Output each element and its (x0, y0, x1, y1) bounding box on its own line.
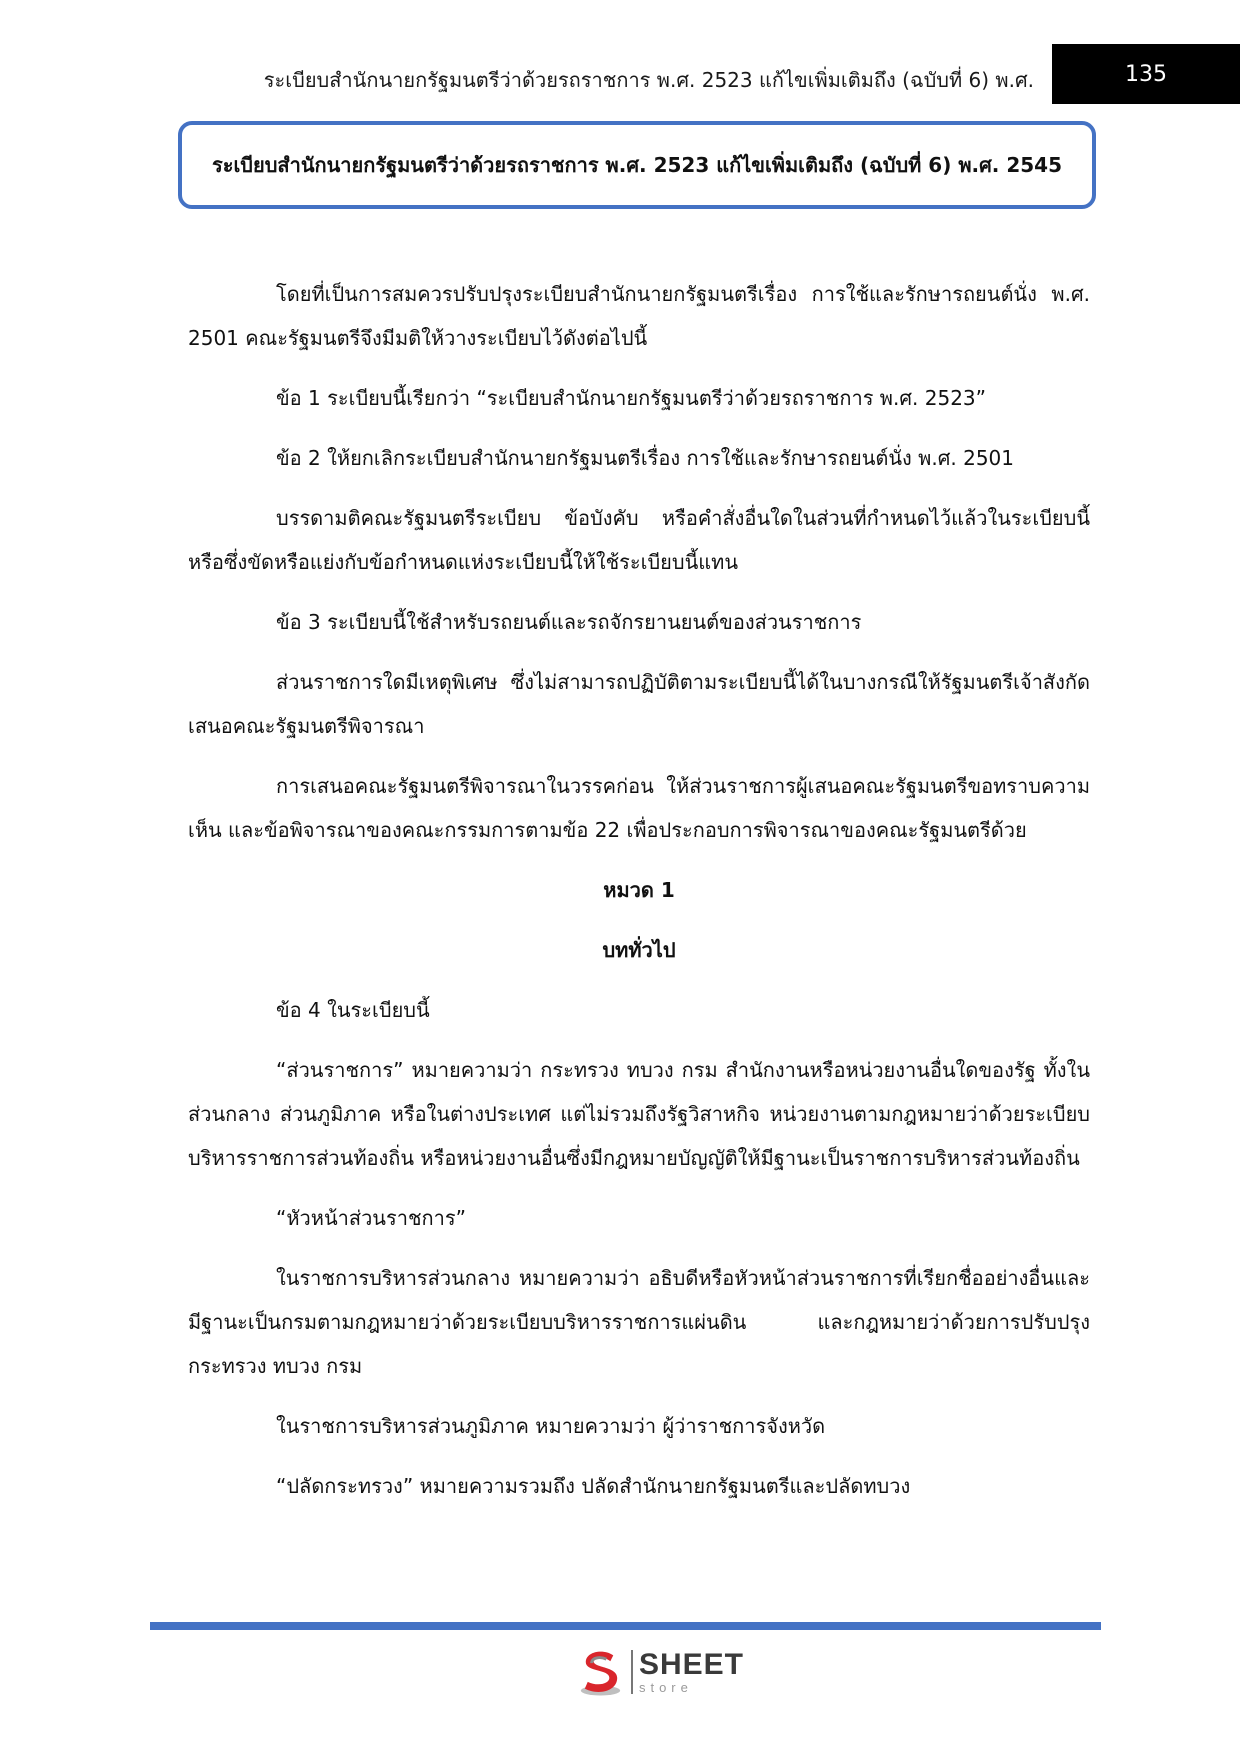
page-number: 135 (1052, 44, 1240, 104)
definition-regional-administration: ในราชการบริหารส่วนภูมิภาค หมายความว่า ผู้ว่าราชการจังหวัด (276, 1414, 826, 1438)
running-header: ระเบียบสำนักนายกรัฐมนตรีว่าด้วยรถราชการ พ.ศ. 2523 แก้ไขเพิ่มเติมถึง (ฉบับที่ 6) พ.ศ. (263, 68, 1034, 92)
s-logo-icon (574, 1645, 627, 1699)
chapter-title: บททั่วไป (602, 938, 676, 962)
logo-word: SHEET (638, 1648, 744, 1681)
paragraph-preamble: โดยที่เป็นการสมควรปรับปรุงระเบียบสำนักนายกรัฐมนตรีเรื่อง การใช้และรักษารถยนต์นั่ง พ.ศ. 2501 คณะรัฐมนตรีจึงมีมติให้วางระเบียบไว้ดังต่อไปนี้ (188, 282, 1090, 350)
logo-text (639, 1650, 744, 1694)
paragraph-clause-3: ข้อ 3 ระเบียบนี้ใช้สำหรับรถยนต์และรถจักรยานยนต์ของส่วนราชการ (276, 610, 862, 634)
definition-permanent-secretary: “ปลัดกระทรวง” หมายความรวมถึง ปลัดสำนักนายกรัฐมนตรีและปลัดทบวง (276, 1474, 911, 1498)
definition-head-of-agency: “หัวหน้าส่วนราชการ” (276, 1206, 466, 1230)
paragraph-clause-1: ข้อ 1 ระเบียบนี้เรียกว่า “ระเบียบสำนักนายกรัฐมนตรีว่าด้วยรถราชการ พ.ศ. 2523” (276, 386, 986, 410)
chapter-heading: หมวด 1 (603, 878, 675, 902)
logo-divider (631, 1650, 633, 1694)
paragraph-clause-3-proposal: การเสนอคณะรัฐมนตรีพิจารณาในวรรคก่อน ให้ส่วนราชการผู้เสนอคณะรัฐมนตรีขอทราบความเห็น และข้อพิจารณาของคณะกรรมการตามข้อ 22 เพื่อประกอบการพิจารณาของคณะรัฐมนตรีด้วย (188, 774, 1090, 842)
paragraph-clause-2: ข้อ 2 ให้ยกเลิกระเบียบสำนักนายกรัฐมนตรีเรื่อง การใช้และรักษารถยนต์นั่ง พ.ศ. 2501 (276, 446, 1015, 470)
paragraph-clause-2-repeal: บรรดามติคณะรัฐมนตรีระเบียบ ข้อบังคับ หรือคำสั่งอื่นใดในส่วนที่กำหนดไว้แล้วในระเบียบนี้ หรือซึ่งขัดหรือแย่งกับข้อกำหนดแห่งระเบียบนี้ให้ใช้ระเบียบนี้แทน (188, 506, 1090, 574)
document-title: ระเบียบสำนักนายกรัฐมนตรีว่าด้วยรถราชการ พ.ศ. 2523 แก้ไขเพิ่มเติมถึง (ฉบับที่ 6) พ.ศ. 2545 (211, 153, 1063, 177)
definition-government-agency: “ส่วนราชการ” หมายความว่า กระทรวง ทบวง กรม สำนักงานหรือหน่วยงานอื่นใดของรัฐ ทั้งในส่วนกลาง ส่วนภูมิภาค หรือในต่างประเทศ แต่ไม่รวมถึงรัฐวิสาหกิจ หน่วยงานตามกฎหมายว่าด้วยระเบียบบริหารราชการส่วนท้องถิ่น หรือหน่วยงานอื่นซึ่งมีกฎหมายบัญญัติให้มีฐานะเป็นราชการบริหารส่วนท้องถิ่น (188, 1058, 1090, 1170)
footer-rule (150, 1622, 1101, 1630)
document-body (188, 272, 1090, 1524)
sheet-store-logo (574, 1644, 744, 1700)
logo-subtitle: store (638, 1680, 693, 1695)
document-title-box (178, 121, 1096, 209)
paragraph-clause-3-exception: ส่วนราชการใดมีเหตุพิเศษ ซึ่งไม่สามารถปฏิบัติตามระเบียบนี้ได้ในบางกรณีให้รัฐมนตรีเจ้าสังกัดเสนอคณะรัฐมนตรีพิจารณา (188, 670, 1090, 738)
paragraph-clause-4: ข้อ 4 ในระเบียบนี้ (276, 998, 430, 1022)
definition-central-administration: ในราชการบริหารส่วนกลาง หมายความว่า อธิบดีหรือหัวหน้าส่วนราชการที่เรียกชื่ออย่างอื่นและมีฐานะเป็นกรมตามกฎหมายว่าด้วยระเบียบบริหารราชการแผ่นดิน และกฎหมายว่าด้วยการปรับปรุงกระทรวง ทบวง กรม (188, 1266, 1090, 1378)
